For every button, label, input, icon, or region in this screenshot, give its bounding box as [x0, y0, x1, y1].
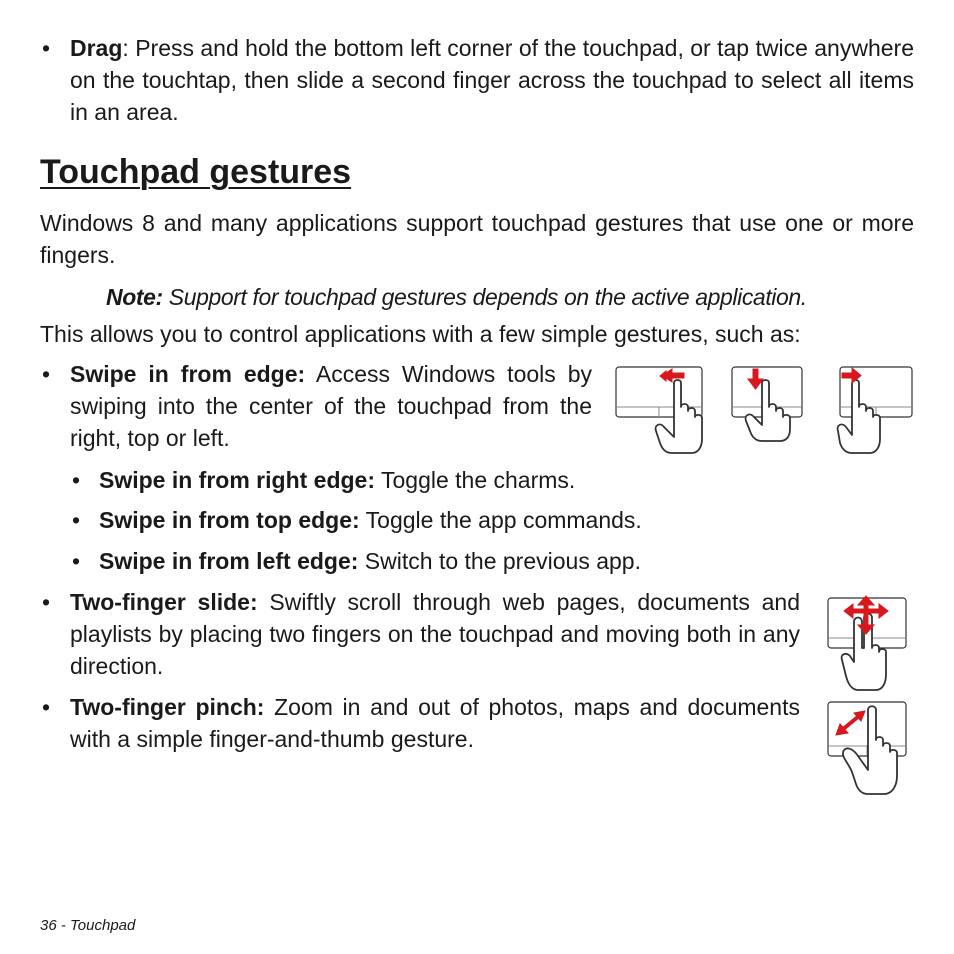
bullet: • — [41, 361, 51, 387]
drag-text: : Press and hold the bottom left corner of the touchpad, or tap twice anywhere on the touchtap, then slide a second finger across the touchpad to select all items in an area. — [70, 35, 914, 125]
sub-paragraph — [99, 545, 641, 577]
page-footer: 36 - Touchpad — [40, 917, 136, 934]
lead-paragraph: This allows you to control applications with a few simple gestures, such as: — [40, 321, 801, 347]
bullet: • — [71, 507, 81, 533]
sub-term: Swipe in from left edge: — [99, 548, 359, 574]
sub-text: Toggle the charms. — [375, 467, 576, 493]
sub-paragraph — [99, 464, 575, 496]
swipe-paragraph — [70, 358, 592, 454]
bullet: • — [71, 467, 81, 493]
intro-paragraph: Windows 8 and many applications support touchpad gestures that use one or more fingers. — [40, 210, 914, 268]
bullet: • — [41, 35, 51, 61]
note-text: Support for touchpad gestures depends on the active application. — [162, 284, 807, 310]
swipe-left-edge-icon — [838, 365, 918, 457]
bullet: • — [41, 589, 51, 615]
swipe-text: Access Windows tools by swiping into the center of the touchpad from the right, top or left. — [70, 361, 592, 451]
swipe-term: Swipe in from edge: — [70, 361, 306, 387]
two-finger-pinch-icon — [826, 700, 910, 798]
two-finger-slide-paragraph — [70, 586, 800, 682]
two-finger-pinch-text: Zoom in and out of photos, maps and documents with a simple finger-and-thumb gesture. — [70, 694, 800, 752]
bullet: • — [71, 548, 81, 574]
swipe-top-edge-icon — [730, 365, 810, 445]
swipe-right-edge-icon — [614, 365, 706, 457]
drag-term: Drag — [70, 35, 123, 61]
drag-paragraph — [70, 32, 914, 128]
sub-term: Swipe in from top edge: — [99, 507, 360, 533]
two-finger-slide-term: Two-finger slide: — [70, 589, 258, 615]
sub-text: Toggle the app commands. — [359, 507, 642, 533]
sub-text: Switch to the previous app. — [358, 548, 641, 574]
bullet: • — [41, 694, 51, 720]
note — [106, 281, 807, 313]
two-finger-pinch-paragraph — [70, 691, 800, 755]
sub-paragraph — [99, 504, 642, 536]
two-finger-pinch-term: Two-finger pinch: — [70, 694, 265, 720]
two-finger-slide-icon — [826, 596, 910, 694]
page-heading: Touchpad gestures — [40, 153, 352, 191]
two-finger-slide-text: Swiftly scroll through web pages, documents and playlists by placing two fingers on the touchpad and moving both in any direction. — [70, 589, 800, 679]
sub-term: Swipe in from right edge: — [99, 467, 376, 493]
note-label: Note: — [106, 284, 163, 310]
